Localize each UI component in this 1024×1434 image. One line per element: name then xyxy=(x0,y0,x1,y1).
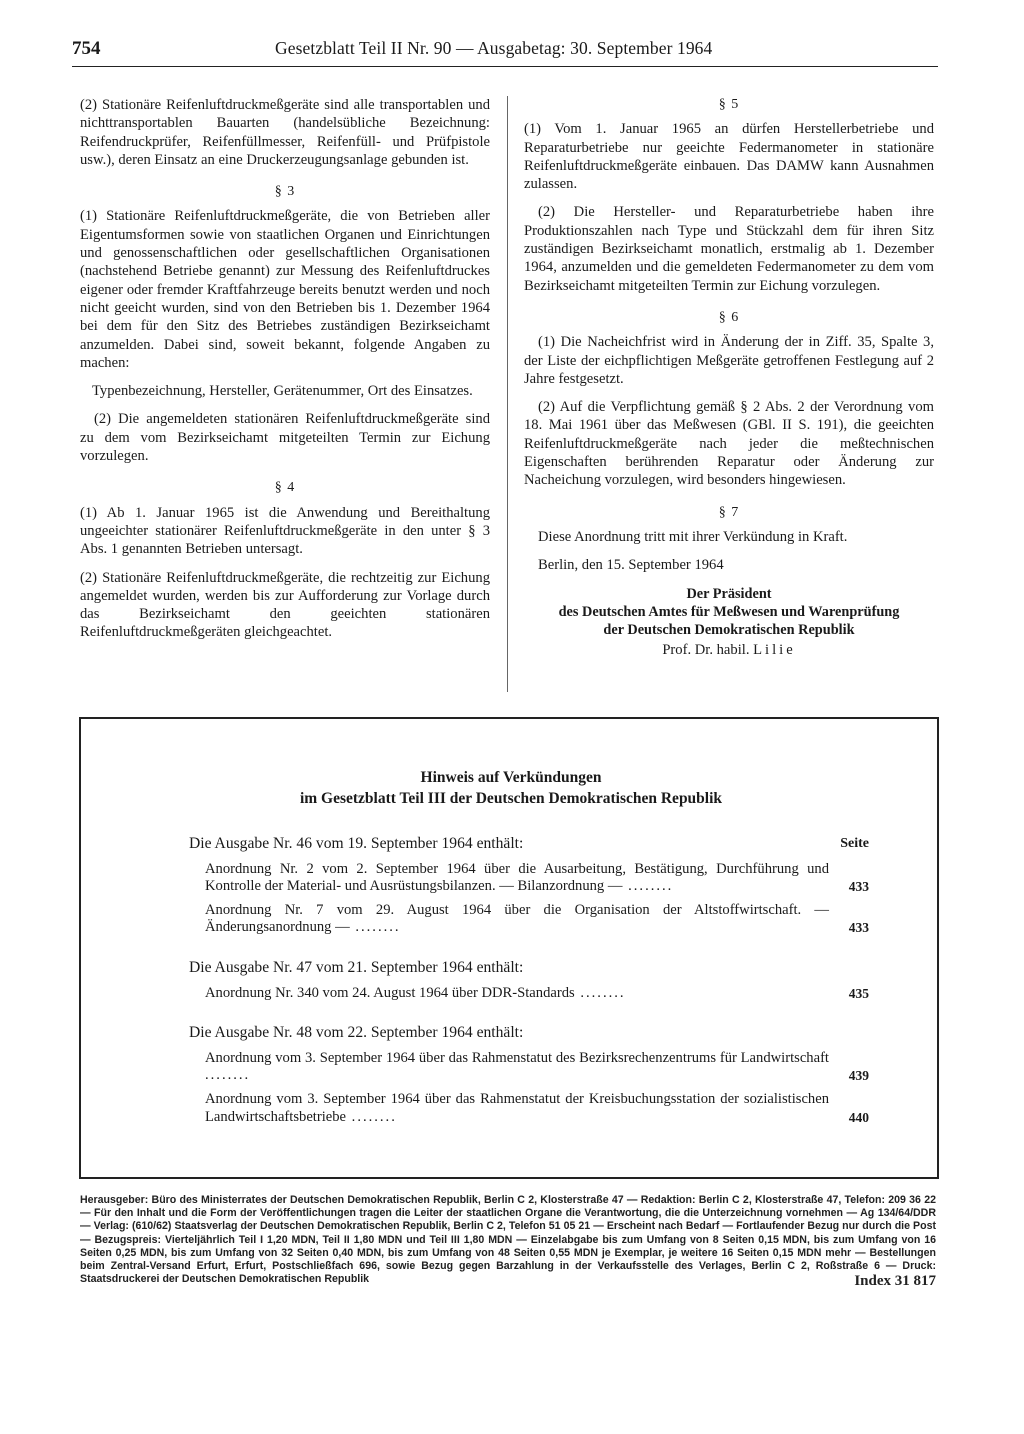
leader-dots: ........ xyxy=(349,919,401,936)
right-column xyxy=(524,96,934,659)
leader-dots: ........ xyxy=(574,984,626,1001)
signatory xyxy=(524,641,934,659)
left-column xyxy=(80,96,490,652)
paragraph-s6-1: (1) Die Nacheichfrist wird in Änderung der in Ziff. 35, Spalte 3, der Liste der eichpflichtigen Meßgeräte getroffenen Festlegung auf 2 Jahre festgesetzt. xyxy=(524,334,934,387)
entry-text: Anordnung Nr. 340 vom 24. August 1964 über DDR-Standards ........ xyxy=(205,984,626,1001)
issue-entry xyxy=(205,860,869,896)
paragraph-s5-2: (2) Die Hersteller- und Reparaturbetriebe haben ihre Produktionszahlen nach Type und Stückzahl dem für ihren Sitz zuständigen Bezirkseichamt monatlich, erstmalig ab 1. Dezember 1964, anzumelden und die gemeldeten Federmanometer zu dem vom Bezirkseichamt mitgeteilten Termin zur Eichung vorzulegen. xyxy=(524,204,934,294)
paragraph-s4-1: (1) Ab 1. Januar 1965 ist die Anwendung und Bereithaltung ungeeichter stationärer Reifenluftdruckmeßgeräte in den unter § 3 Abs. 1 genannten Betrieben untersagt. xyxy=(80,504,490,558)
entry-page: 439 xyxy=(848,1068,869,1084)
paragraph-s6-2: (2) Auf die Verpflichtung gemäß § 2 Abs. 2 der Verordnung vom 18. Mai 1961 über das Meßwesen (GBl. II S. 191), die geeichten Reifenluftdruckmeßgeräte nach jeder die meßtechnischen Eigenschaften berührenden Reparatur oder Änderung zur Nacheichung vorzulegen, wird besonders hingewiesen. xyxy=(524,399,934,489)
issue-heading xyxy=(189,835,869,853)
issue-heading xyxy=(189,959,829,977)
section-heading-3: § 3 xyxy=(274,184,296,200)
header-rule xyxy=(72,66,938,67)
signature-title-1: Der Präsident xyxy=(686,585,772,602)
leader-dots: ........ xyxy=(622,878,674,895)
entry-page: 433 xyxy=(848,879,869,895)
entry-text: Anordnung vom 3. September 1964 über das Rahmenstatut des Bezirksrechenzentrums für Landwirtschaft ........ xyxy=(205,1049,829,1084)
issue-heading-text: Die Ausgabe Nr. 46 vom 19. September 1964 enthält: xyxy=(189,835,524,852)
place-date: Berlin, den 15. September 1964 xyxy=(538,557,724,574)
issue-46 xyxy=(189,835,869,937)
issue-entry xyxy=(205,1049,869,1085)
paragraph-s3-list: Typenbezeichnung, Hersteller, Gerätenummer, Ort des Einsatzes. xyxy=(92,383,473,400)
announcement-title-line-1: Hinweis auf Verkündungen xyxy=(420,769,602,786)
issue-heading xyxy=(189,1024,829,1042)
announcement-box xyxy=(79,717,939,1179)
signatory-title: Prof. Dr. habil. xyxy=(662,641,750,658)
signature-title-3: der Deutschen Demokratischen Republik xyxy=(603,621,855,638)
issue-entry xyxy=(205,1090,869,1126)
page-column-label: Seite xyxy=(840,836,869,851)
issue-heading-text: Die Ausgabe Nr. 48 vom 22. September 1964 enthält: xyxy=(189,1024,524,1042)
paragraph-s3-1: (1) Stationäre Reifenluftdruckmeßgeräte, die von Betrieben aller Eigentumsformen sowie von staatlichen Organen und Einrichtungen und genossenschaftlichen oder gesellschaftlichen Organisationen (nachstehend Betriebe genannt) zur Messung des Reifenluftdruckes eigener oder fremder Kraftfahrzeuge bereits benutzt werden und noch nicht geeicht wurden, sind von den Betrieben bis 1. Dezember 1964 bei dem für den Sitz des Betriebes zuständigen Bezirkseichamt anzumelden. Dabei sind, soweit bekannt, folgende Angaben zu machen: xyxy=(80,208,490,371)
leader-dots: ........ xyxy=(346,1108,397,1125)
signatory-name: Lilie xyxy=(753,641,796,658)
paragraph-s7-1: Diese Anordnung tritt mit ihrer Verkündung in Kraft. xyxy=(538,528,848,545)
announcement-title xyxy=(81,767,941,809)
signature-title-2: des Deutschen Amtes für Meßwesen und Warenprüfung xyxy=(558,603,900,620)
entry-text: Anordnung Nr. 7 vom 29. August 1964 über die Organisation der Altstoffwirtschaft. — Änderungsanordnung — ........ xyxy=(205,901,829,936)
leader-dots: ........ xyxy=(205,1067,251,1084)
issue-heading-text: Die Ausgabe Nr. 47 vom 21. September 1964 enthält: xyxy=(189,958,524,976)
paragraph-s5-1: (1) Vom 1. Januar 1965 an dürfen Herstellerbetriebe und Reparaturbetriebe nur geeichte Federmanometer in stationäre Reifenluftdruckmeßgeräte einbauen. Das DAMW kann Ausnahmen zulassen. xyxy=(524,121,934,193)
issue-entry xyxy=(205,901,869,937)
section-heading-7: § 7 xyxy=(718,504,740,520)
paragraph-s3-2: (2) Die angemeldeten stationären Reifenluftdruckmeßgeräte sind zu dem vom Bezirkseichamt mitgeteilten Termin zur Eichung vorzulegen. xyxy=(80,411,490,465)
section-heading-6: § 6 xyxy=(718,309,740,325)
page-header xyxy=(72,36,938,70)
section-heading-4: § 4 xyxy=(274,480,296,496)
announcement-title-line-2: im Gesetzblatt Teil III der Deutschen Demokratischen Republik xyxy=(299,790,723,807)
column-divider xyxy=(507,96,508,692)
imprint-footer xyxy=(80,1194,936,1290)
paragraph-s2-2: (2) Stationäre Reifenluftdruckmeßgeräte sind alle transportablen und nichttransportablen Bauarten (handelsübliche Bezeichnung: Reifendruckprüfer, Reifenfüllmesser, Reifenfüll- und Prüfpistole usw.), deren Einsatz an eine Druckerzeugungsanlage gebunden ist. xyxy=(80,97,490,168)
issue-47 xyxy=(189,958,869,1002)
issue-entry xyxy=(205,984,869,1003)
entry-text: Anordnung vom 3. September 1964 über das Rahmenstatut der Kreisbuchungsstation der sozialistischen Landwirtschaftsbetriebe ........ xyxy=(205,1090,829,1125)
announcement-body xyxy=(189,835,869,1148)
index-number: Index 31 817 xyxy=(854,1273,936,1290)
issue-48 xyxy=(189,1024,869,1126)
header-title: Gesetzblatt Teil II Nr. 90 — Ausgabetag: 30. September 1964 xyxy=(275,38,713,58)
entry-page: 435 xyxy=(848,985,869,1001)
section-heading-5: § 5 xyxy=(718,97,740,112)
page-number: 754 xyxy=(72,38,101,59)
entry-text: Anordnung Nr. 2 vom 2. September 1964 über die Ausarbeitung, Bestätigung, Durchführung und Kontrolle der Material- und Ausrüstungsbilanzen. — Bilanzordnung — ........ xyxy=(205,860,829,895)
entry-page: 433 xyxy=(848,920,869,936)
imprint-text: Herausgeber: Büro des Ministerrates der Deutschen Demokratischen Republik, Berlin C 2, Klosterstraße 47 — Redaktion: Berlin C 2, Klosterstraße 47, Telefon: 209 36 22 — Für den Inhalt und die Form der Veröffentlichungen tragen die Leiter der staatlichen Organe die Verantwortung, die die Unterzeichnung vornehmen — Ag 134/64/DDR — Verlag: (610/62) Staatsverlag der Deutschen Demokratischen Republik, Berlin C 2, Telefon 51 05 21 — Erscheint nach Bedarf — Fortlaufender Bezug nur durch die Post — Bezugspreis: Vierteljährlich Teil I 1,20 MDN, Teil II 1,80 MDN und Teil III 1,80 MDN — Einzelabgabe bis zum Umfang von 8 Seiten 0,15 MDN, bis zum Umfang von 16 Seiten 0,25 MDN, bis zum Umfang von 32 Seiten 0,40 MDN, bis zum Umfang von 48 Seiten 0,55 MDN je Exemplar, je weitere 16 Seiten 0,15 MDN mehr — Bestellungen beim Zentral-Versand Erfurt, Erfurt, Postschließfach 696, sowie Bezug gegen Barzahlung in der Verkaufsstelle des Verlages, Berlin C 2, Roßstraße 6 — Druck: Staatsdruckerei der Deutschen Demokratischen Republik xyxy=(80,1194,936,1286)
paragraph-s4-2: (2) Stationäre Reifenluftdruckmeßgeräte, die rechtzeitig zur Eichung angemeldet wurden, werden bis zur Aufforderung zur Vorlage durch das Bezirkseichamt den geeichten stationären Reifenluftdruckmeßgeräten gleichgeachtet. xyxy=(80,569,490,641)
entry-page: 440 xyxy=(848,1109,869,1125)
